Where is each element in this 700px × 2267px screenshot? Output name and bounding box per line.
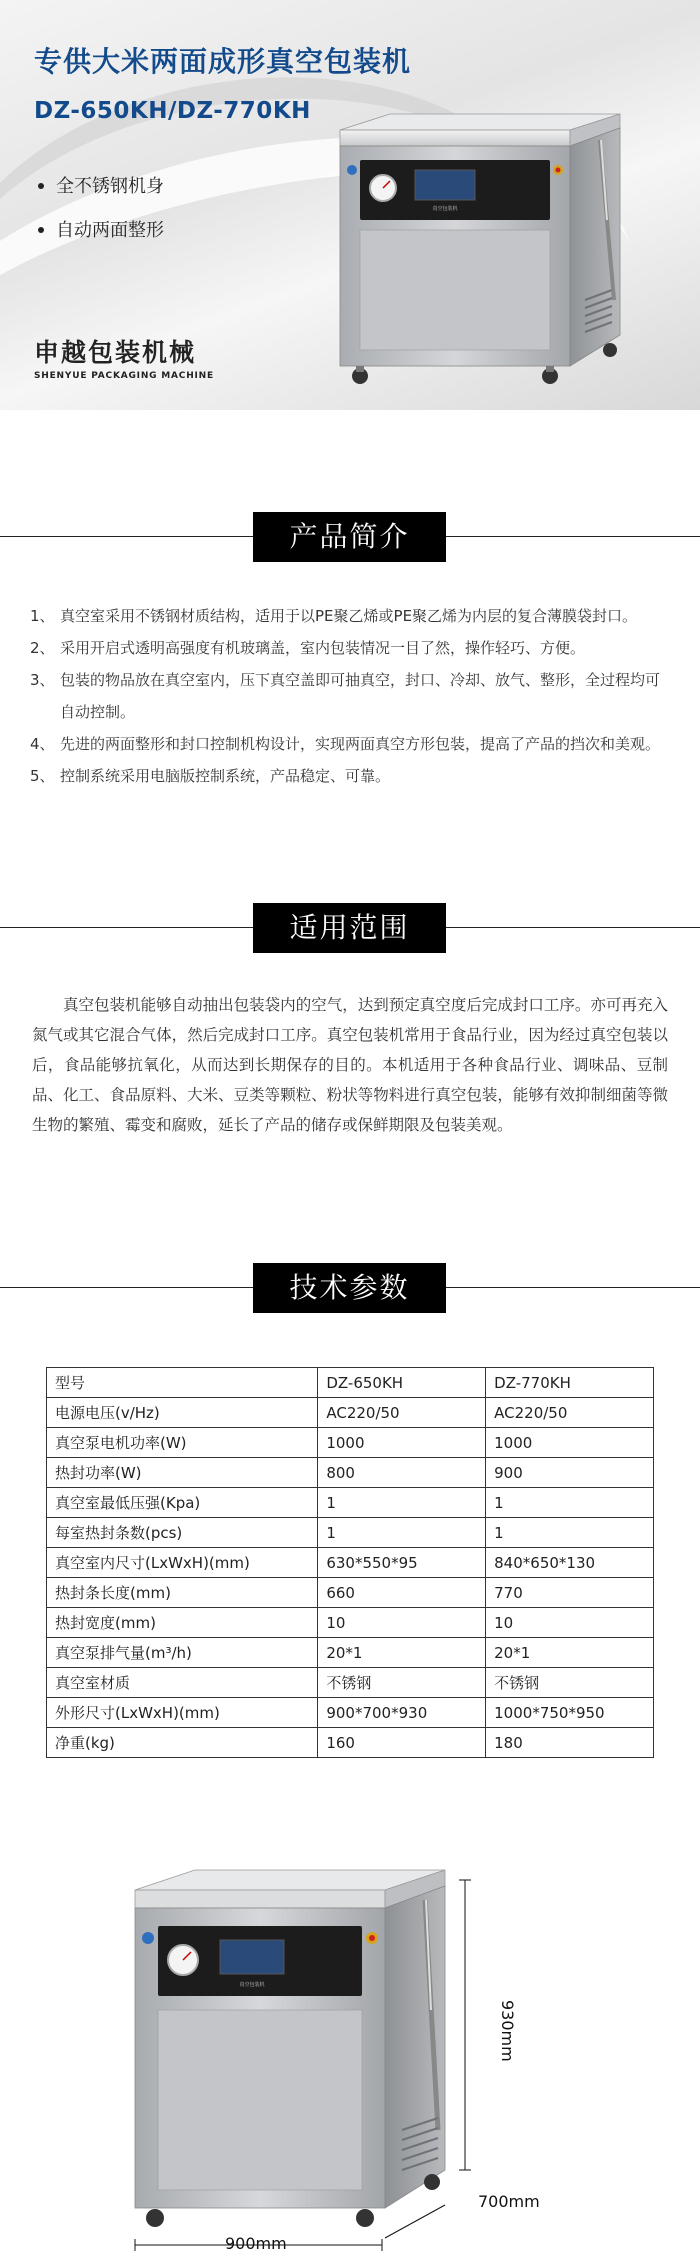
table-cell: 10 <box>318 1608 486 1638</box>
intro-list <box>30 600 670 792</box>
feature-list <box>34 172 164 260</box>
table-cell: 热封宽度(mm) <box>47 1608 318 1638</box>
table-cell: 1 <box>318 1518 486 1548</box>
brand-logo <box>34 333 214 381</box>
table-row <box>47 1728 654 1758</box>
product-title: 专供大米两面成形真空包装机 <box>34 45 412 78</box>
table-header-cell: DZ-770KH <box>486 1368 654 1398</box>
section-heading: 适用范围 <box>253 903 446 953</box>
table-cell: 900*700*930 <box>318 1698 486 1728</box>
depth-label: 700mm <box>478 2192 540 2211</box>
width-label: 900mm <box>225 2234 287 2253</box>
table-cell: 1000 <box>486 1428 654 1458</box>
table-row <box>47 1608 654 1638</box>
table-cell: 1000*750*950 <box>486 1698 654 1728</box>
table-row <box>47 1488 654 1518</box>
table-row <box>47 1428 654 1458</box>
section-title-scope <box>0 903 700 953</box>
bullet-icon <box>38 183 44 189</box>
table-cell: AC220/50 <box>486 1398 654 1428</box>
table-cell: 20*1 <box>318 1638 486 1668</box>
list-item: 4、 先进的两面整形和封口控制机构设计，实现两面真空方形包装，提高了产品的挡次和美观。 <box>30 735 661 753</box>
table-cell: 10 <box>486 1608 654 1638</box>
table-cell: 热封条长度(mm) <box>47 1578 318 1608</box>
table-cell: 630*550*95 <box>318 1548 486 1578</box>
table-cell: 1000 <box>318 1428 486 1458</box>
svg-text:真空包装机: 真空包装机 <box>432 206 458 212</box>
table-cell: 660 <box>318 1578 486 1608</box>
table-cell: 160 <box>318 1728 486 1758</box>
section-title-intro <box>0 512 700 562</box>
brand-name-en: SHENYUE PACKAGING MACHINE <box>34 371 214 381</box>
table-cell: 真空泵排气量(m³/h) <box>47 1638 318 1668</box>
table-cell: 外形尺寸(LxWxH)(mm) <box>47 1698 318 1728</box>
table-cell: 770 <box>486 1578 654 1608</box>
bullet-icon <box>38 227 44 233</box>
list-item: 1、 真空室采用不锈钢材质结构，适用于以PE聚乙烯或PE聚乙烯为内层的复合薄膜袋封口。 <box>30 607 638 625</box>
product-model: DZ-650KH/DZ-770KH <box>34 98 311 124</box>
section-heading: 产品简介 <box>253 512 446 562</box>
table-cell: 1 <box>486 1488 654 1518</box>
table-row <box>47 1458 654 1488</box>
table-cell: 电源电压(v/Hz) <box>47 1398 318 1428</box>
hero-banner <box>0 0 700 410</box>
table-cell: 净重(kg) <box>47 1728 318 1758</box>
table-cell: 真空室材质 <box>47 1668 318 1698</box>
table-cell: 180 <box>486 1728 654 1758</box>
table-row <box>47 1668 654 1698</box>
table-cell: 真空室内尺寸(LxWxH)(mm) <box>47 1548 318 1578</box>
table-cell: 真空室最低压强(Kpa) <box>47 1488 318 1518</box>
table-row <box>47 1548 654 1578</box>
list-item: 5、 控制系统采用电脑版控制系统，产品稳定、可靠。 <box>30 767 391 785</box>
table-header-cell: DZ-650KH <box>318 1368 486 1398</box>
feature-item: 全不锈钢机身 <box>34 172 164 216</box>
table-cell: 800 <box>318 1458 486 1488</box>
table-cell: 不锈钢 <box>486 1668 654 1698</box>
height-label: 930mm <box>498 2000 517 2062</box>
svg-text:真空包装机: 真空包装机 <box>239 1982 265 1988</box>
table-header-row <box>47 1368 654 1398</box>
table-header-cell: 型号 <box>47 1368 318 1398</box>
section-heading: 技术参数 <box>253 1263 446 1313</box>
machine-image <box>320 110 650 410</box>
table-cell: 840*650*130 <box>486 1548 654 1578</box>
scope-paragraph: 真空包装机能够自动抽出包装袋内的空气，达到预定真空度后完成封口工序。亦可再充入氮气或其它混合气体，然后完成封口工序。真空包装机常用于食品行业，因为经过真空包装以后，食品能够抗氧化，从而达到长期保存的目的。本机适用于各种食品行业、调味品、豆制品、化工、食品原料、大米、豆类等颗粒、粉状等物料进行真空包装，能够有效抑制细菌等微生物的繁殖、霉变和腐败，延长了产品的储存或保鲜期限及包装美观。 <box>32 996 668 1134</box>
section-title-spec <box>0 1263 700 1313</box>
table-cell: 1 <box>486 1518 654 1548</box>
table-row <box>47 1398 654 1428</box>
table-cell: 热封功率(W) <box>47 1458 318 1488</box>
table-cell: 每室热封条数(pcs) <box>47 1518 318 1548</box>
table-row <box>47 1638 654 1668</box>
table-row <box>47 1578 654 1608</box>
list-item: 2、 采用开启式透明高强度有机玻璃盖，室内包装情况一目了然，操作轻巧、方便。 <box>30 639 586 657</box>
table-row <box>47 1698 654 1728</box>
table-cell: 1 <box>318 1488 486 1518</box>
table-cell: 真空泵电机功率(W) <box>47 1428 318 1458</box>
table-cell: 不锈钢 <box>318 1668 486 1698</box>
brand-name: 申越包装机械 <box>34 338 197 367</box>
spec-table <box>46 1367 654 1758</box>
table-cell: AC220/50 <box>318 1398 486 1428</box>
list-item: 3、 包装的物品放在真空室内，压下真空盖即可抽真空，封口、冷却、放气、整形，全过程均可自动控制。 <box>30 671 661 721</box>
table-row <box>47 1518 654 1548</box>
table-cell: 20*1 <box>486 1638 654 1668</box>
feature-item: 自动两面整形 <box>34 216 164 260</box>
table-cell: 900 <box>486 1458 654 1488</box>
